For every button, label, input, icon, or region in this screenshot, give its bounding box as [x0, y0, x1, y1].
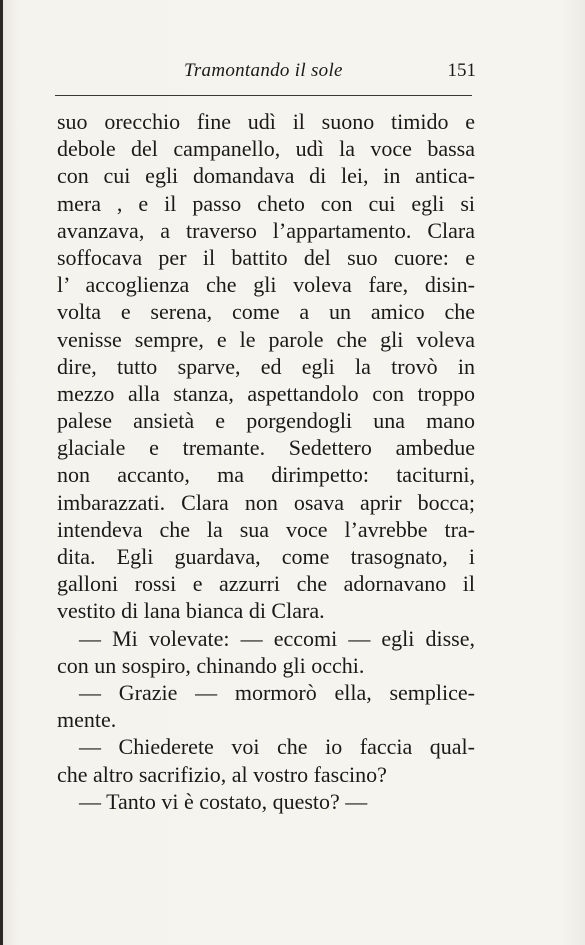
text-line: — Mi volevate: — eccomi — egli disse,: [79, 625, 475, 651]
text-line: l’ accoglienza che gli voleva fare, disin-: [57, 272, 475, 298]
text-line: — Chiederete voi che io faccia qual-: [79, 734, 475, 760]
text-line: galloni rossi e azzurri che adornavano il: [57, 571, 475, 597]
page-number: 151: [447, 60, 476, 81]
text-line: mezzo alla stanza, aspettandolo con troppo: [57, 380, 475, 406]
text-line: mera , e il passo cheto con cui egli si: [57, 190, 475, 216]
text-line: vestito di lana bianca di Clara.: [57, 598, 325, 624]
text-line: non accanto, ma dirimpetto: taciturni,: [57, 462, 475, 488]
text-line: palese ansietà e porgendogli una mano: [57, 408, 475, 434]
text-line: dita. Egli guardava, come trasognato, i: [57, 544, 475, 569]
text-line: con cui egli domandava di lei, in antica-: [57, 163, 475, 189]
text-line: suo orecchio fine udì il suono timido e: [57, 109, 475, 134]
text-line: mente.: [57, 707, 117, 733]
text-line: volta e serena, come a un amico che: [57, 299, 475, 325]
header-rule: [55, 95, 472, 96]
running-title: Tramontando il sole: [184, 60, 343, 81]
text-line: imbarazzati. Clara non osava aprir bocca;: [57, 489, 475, 515]
text-line: che altro sacrifizio, al vostro fascino?: [57, 761, 387, 787]
text-line: dire, tutto sparve, ed egli la trovò in: [57, 353, 475, 379]
text-line: avanzava, a traverso l’appartamento. Clara: [57, 217, 475, 243]
page-spine-edge: [0, 0, 3, 945]
text-line: con un sospiro, chinando gli occhi.: [57, 652, 365, 678]
text-line: debole del campanello, udì la voce bassa: [57, 136, 475, 162]
text-line: — Grazie — mormorò ella, semplice-: [79, 679, 475, 705]
body-text: [57, 108, 475, 815]
text-line: venisse sempre, e le parole che gli voleva: [57, 326, 475, 352]
text-line: — Tanto vi è costato, questo? —: [79, 788, 368, 814]
text-line: soffocava per il battito del suo cuore: e: [57, 244, 475, 270]
page-header: [56, 58, 476, 88]
text-line: intendeva che la sua voce l’avrebbe tra-: [57, 516, 475, 542]
text-line: glaciale e tremante. Sedettero ambedue: [57, 435, 475, 461]
